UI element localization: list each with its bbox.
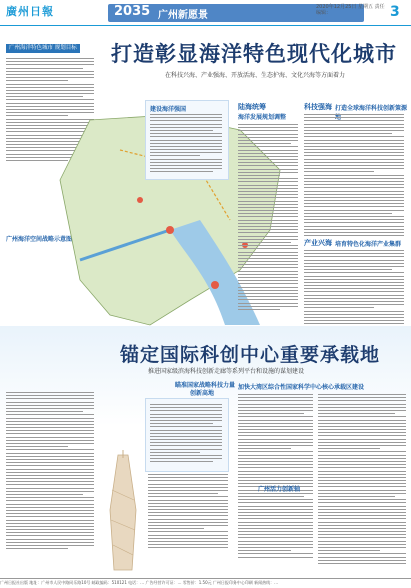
banner-subtitle: 广州新愿景: [158, 10, 208, 21]
page-number: 3: [390, 4, 400, 20]
subheadline-2: 推进国家级滨海科技创新走廊等系列平台和设施的谋划建设: [148, 368, 305, 375]
issue-date: 2020年12月25日 星期五 责任编辑：: [316, 4, 385, 16]
headline-2: 锚定国际科创中心重要承载地: [120, 344, 381, 366]
bottom-col-3-text: [238, 394, 313, 560]
bottom-quote-text: [150, 404, 222, 465]
bottom-col-2-text: [148, 474, 228, 551]
subhead-industry: 产业兴海: [304, 239, 332, 247]
column-4-text: [304, 114, 404, 238]
newspaper-logo: 廣州日報: [6, 5, 54, 18]
col-head-1: 瞄准国家战略科技力量: [175, 382, 236, 389]
left-tag: 广州海洋特色城市 规划目标: [6, 44, 80, 53]
canton-tower-illustration: [98, 450, 148, 575]
col-head-2: 创新高地: [190, 390, 215, 397]
industry-line: 培育特色化海洋产业集群: [335, 241, 402, 248]
subheadline-1: 在科技兴海、产业强海、开放活海、生态护海、文化兴海等方面着力: [164, 72, 345, 79]
subhead-lu-hai: 陆海统筹: [238, 103, 266, 111]
page-footer: 广州日报社出版 地址：广州市人民中路同乐路10号 邮政编码：510121 电话：… 广告经营许可证：… 零售价：1.50元 广州日报印务中心印刷 新闻热线：…: [0, 578, 411, 588]
bottom-col-4-text: [318, 394, 406, 566]
column-3-text: [238, 124, 298, 312]
intro-text: [150, 114, 222, 175]
banner-year: 2035: [114, 4, 151, 19]
tech-line: 打造全球海洋科技创新策源: [335, 105, 408, 112]
col-head-3: 加快大湾区综合性国家科学中心核心承载区建设: [238, 384, 365, 391]
column-4b-text: [304, 250, 404, 327]
subhead-tech: 科技强海: [304, 103, 332, 111]
headline-1: 打造彰显海洋特色现代化城市: [111, 42, 397, 66]
bottom-left-text: [6, 392, 94, 551]
header-rule: [0, 25, 411, 26]
subhead-plan: 海洋发展规划调整: [238, 114, 287, 121]
center-tag: 建设海洋强国: [150, 106, 187, 113]
col-head-4: 广州活力创新轴: [258, 486, 301, 493]
map-caption: 广州海洋空间战略示意图: [6, 236, 73, 243]
